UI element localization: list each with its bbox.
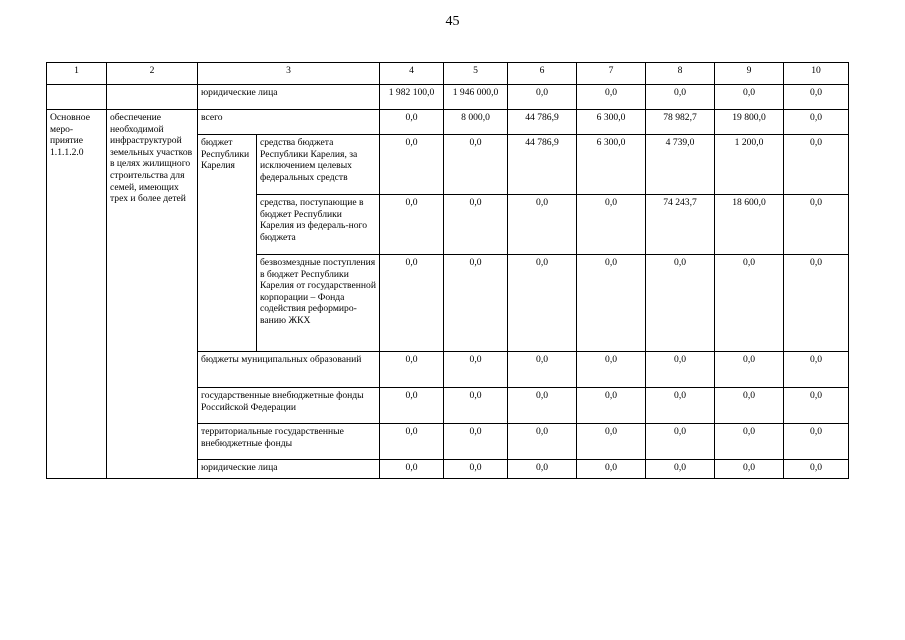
row-label: бюджеты муниципальных образований — [198, 352, 380, 388]
value-cell: 0,0 — [577, 352, 646, 388]
value-cell: 0,0 — [444, 195, 508, 255]
value-cell: 0,0 — [646, 85, 715, 110]
value-cell: 0,0 — [508, 195, 577, 255]
value-cell: 1 982 100,0 — [380, 85, 444, 110]
table-row — [47, 110, 849, 135]
value-cell: 0,0 — [646, 388, 715, 424]
value-cell: 0,0 — [380, 424, 444, 460]
value-cell: 0,0 — [444, 352, 508, 388]
value-cell: 0,0 — [784, 352, 849, 388]
header-cell: 9 — [715, 63, 784, 85]
header-cell: 6 — [508, 63, 577, 85]
measure-code: Основное меро-приятие 1.1.1.2.0 — [47, 110, 107, 479]
value-cell: 78 982,7 — [646, 110, 715, 135]
value-cell: 0,0 — [380, 255, 444, 352]
value-cell: 0,0 — [508, 352, 577, 388]
header-cell: 10 — [784, 63, 849, 85]
header-cell: 2 — [107, 63, 198, 85]
value-cell: 0,0 — [715, 388, 784, 424]
value-cell: 0,0 — [646, 460, 715, 479]
row-label: средства, поступающие в бюджет Республики Карелия из федераль-ного бюджета — [257, 195, 380, 255]
value-cell: 18 600,0 — [715, 195, 784, 255]
value-cell: 8 000,0 — [444, 110, 508, 135]
row-label: государственные внебюджетные фонды Российской Федерации — [198, 388, 380, 424]
value-cell: 1 200,0 — [715, 135, 784, 195]
value-cell: 0,0 — [577, 460, 646, 479]
value-cell: 4 739,0 — [646, 135, 715, 195]
value-cell: 74 243,7 — [646, 195, 715, 255]
value-cell: 0,0 — [508, 424, 577, 460]
value-cell: 19 800,0 — [715, 110, 784, 135]
budget-rk-label: бюджет Республики Карелия — [198, 135, 257, 352]
value-cell: 0,0 — [444, 255, 508, 352]
value-cell: 0,0 — [577, 85, 646, 110]
page-number: 45 — [445, 14, 460, 29]
value-cell: 6 300,0 — [577, 135, 646, 195]
value-cell: 0,0 — [784, 388, 849, 424]
value-cell: 0,0 — [380, 460, 444, 479]
header-cell: 1 — [47, 63, 107, 85]
value-cell: 0,0 — [444, 388, 508, 424]
value-cell: 0,0 — [784, 85, 849, 110]
value-cell: 0,0 — [646, 424, 715, 460]
value-cell: 0,0 — [444, 460, 508, 479]
empty-cell — [47, 85, 107, 110]
header-row — [47, 63, 849, 85]
value-cell: 0,0 — [784, 135, 849, 195]
row-label: всего — [198, 110, 380, 135]
value-cell: 0,0 — [508, 460, 577, 479]
value-cell: 0,0 — [715, 352, 784, 388]
value-cell: 0,0 — [508, 85, 577, 110]
value-cell: 0,0 — [715, 85, 784, 110]
empty-cell — [107, 85, 198, 110]
value-cell: 0,0 — [577, 388, 646, 424]
value-cell: 6 300,0 — [577, 110, 646, 135]
value-cell: 0,0 — [784, 255, 849, 352]
header-cell: 4 — [380, 63, 444, 85]
value-cell: 0,0 — [380, 110, 444, 135]
value-cell: 0,0 — [508, 388, 577, 424]
value-cell: 0,0 — [444, 135, 508, 195]
value-cell: 44 786,9 — [508, 110, 577, 135]
row-label: средства бюджета Республики Карелия, за исключением целевых федеральных средств — [257, 135, 380, 195]
value-cell: 0,0 — [715, 460, 784, 479]
value-cell: 0,0 — [784, 195, 849, 255]
measure-name: обеспечение необходимой инфраструктурой земельных участков в целях жилищного строительства для семей, имеющих трех и более детей — [107, 110, 198, 479]
header-cell: 3 — [198, 63, 380, 85]
value-cell: 0,0 — [784, 460, 849, 479]
value-cell: 0,0 — [784, 110, 849, 135]
value-cell: 0,0 — [784, 424, 849, 460]
value-cell: 1 946 000,0 — [444, 85, 508, 110]
value-cell: 0,0 — [715, 424, 784, 460]
value-cell: 0,0 — [380, 195, 444, 255]
value-cell: 0,0 — [646, 255, 715, 352]
value-cell: 0,0 — [444, 424, 508, 460]
value-cell: 0,0 — [508, 255, 577, 352]
header-cell: 8 — [646, 63, 715, 85]
value-cell: 0,0 — [646, 352, 715, 388]
table-row — [47, 85, 849, 110]
value-cell: 0,0 — [380, 135, 444, 195]
value-cell: 0,0 — [380, 388, 444, 424]
value-cell: 0,0 — [577, 255, 646, 352]
value-cell: 44 786,9 — [508, 135, 577, 195]
row-label: юридические лица — [198, 85, 380, 110]
value-cell: 0,0 — [715, 255, 784, 352]
value-cell: 0,0 — [577, 424, 646, 460]
header-cell: 7 — [577, 63, 646, 85]
row-label: территориальные государственные внебюджетные фонды — [198, 424, 380, 460]
value-cell: 0,0 — [577, 195, 646, 255]
row-label: безвозмездные поступления в бюджет Республики Карелия от государственной корпорации – Фонда содействия реформиро-ванию ЖКХ — [257, 255, 380, 352]
header-cell: 5 — [444, 63, 508, 85]
row-label: юридические лица — [198, 460, 380, 479]
budget-table — [46, 62, 849, 479]
value-cell: 0,0 — [380, 352, 444, 388]
